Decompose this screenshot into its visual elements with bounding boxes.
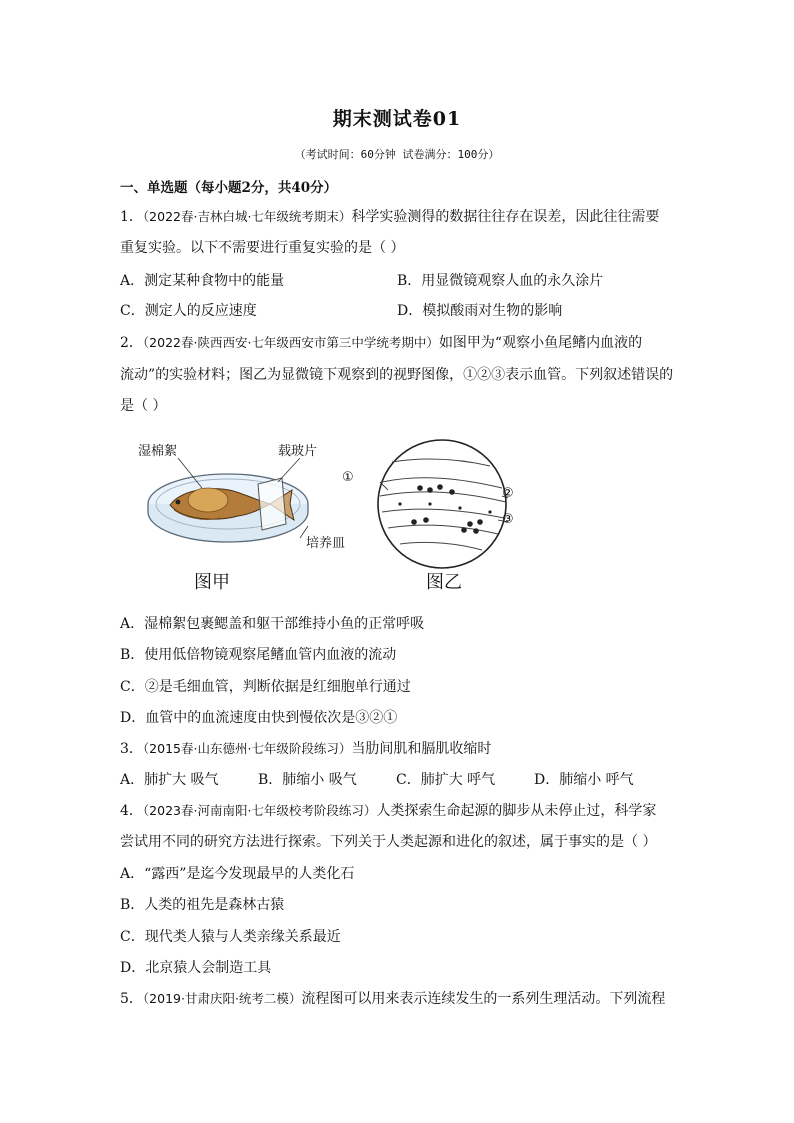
question-4-line-1 (120, 800, 656, 820)
q2-option-a: A．湿棉絮包裹鳃盖和躯干部维持小鱼的正常呼吸 (120, 616, 425, 632)
q2-option-c: C．②是毛细血管，判断依据是红细胞单行通过 (120, 679, 411, 695)
q1-option-a: A．测定某种食物中的能量 (120, 273, 285, 289)
question-text: 人类探索生命起源的脚步从未停止过，科学家 (376, 803, 657, 819)
q3-option-b: B．肺缩小 吸气 (258, 772, 357, 788)
question-2-line-2: 流动”的实验材料；图乙为显微镜下观察到的视野图像，①②③表示血管。下列叙述错误的 (120, 367, 674, 383)
q3-option-a: A．肺扩大 吸气 (120, 772, 219, 788)
q2-option-d: D．血管中的血流速度由快到慢依次是③②① (120, 710, 398, 726)
label-petri-dish: 培养皿 (306, 536, 346, 551)
question-2-line-3: 是（ ） (120, 398, 167, 414)
exam-subtitle: （考试时间：60分钟 试卷满分：100分） (294, 148, 500, 161)
question-2-line-1 (120, 332, 642, 352)
q2-option-b: B．使用低倍物镜观察尾鳍血管内血液的流动 (120, 647, 397, 663)
question-number: 4． (120, 803, 143, 819)
marker-3: ③ (502, 512, 514, 527)
glass-slide-drawing (258, 478, 286, 530)
q3-option-d: D．肺缩小 呼气 (534, 772, 634, 788)
exam-title: 期末测试卷01 (332, 108, 462, 130)
caption-figure-b: 图乙 (426, 572, 462, 593)
question-5-line-1 (120, 988, 665, 1008)
leader-line (278, 458, 300, 482)
microscope-view-drawing (378, 440, 508, 568)
question-source: （2015春·山东德州·七年级阶段练习） (142, 741, 352, 756)
section-heading: 一、单选题（每小题2分，共40分） (120, 180, 338, 196)
q4-option-b: B．人类的祖先是森林古猿 (120, 897, 285, 913)
question-number: 3． (120, 741, 143, 757)
label-wet-cotton: 湿棉絮 (138, 444, 178, 459)
question-number: 5． (120, 991, 143, 1007)
question-source: （2022春·吉林白城·七年级统考期末） (142, 209, 352, 224)
question-number: 1． (120, 209, 143, 225)
figure-drawing (130, 432, 540, 592)
q3-option-c: C．肺扩大 呼气 (396, 772, 496, 788)
q4-option-c: C．现代类人猿与人类亲缘关系最近 (120, 929, 341, 945)
question-4-line-2: 尝试用不同的研究方法进行探索。下列关于人类起源和进化的叙述，属于事实的是（ ） (120, 834, 657, 850)
q1-option-b: B．用显微镜观察人血的永久涂片 (397, 273, 604, 289)
q4-option-a: A．“露西”是迄今发现最早的人类化石 (120, 866, 355, 882)
question-source: （2019·甘肃庆阳·统考二模） (142, 991, 302, 1006)
q1-option-c: C．测定人的反应速度 (120, 303, 257, 319)
marker-2: ② (502, 486, 514, 501)
marker-1: ① (342, 470, 354, 485)
question-text: 当肋间肌和膈肌收缩时 (351, 741, 492, 757)
question-text: 流程图可以用来表示连续发生的一系列生理活动。下列流程 (301, 991, 666, 1007)
q4-option-d: D．北京猿人会制造工具 (120, 960, 272, 976)
caption-figure-a: 图甲 (194, 572, 230, 593)
question-number: 2． (120, 335, 143, 351)
label-glass-slide: 载玻片 (278, 444, 318, 459)
question-text: 如图甲为“观察小鱼尾鳍内血液的 (438, 335, 643, 351)
question-1-line-2: 重复实验。以下不需要进行重复实验的是（ ） (120, 240, 405, 256)
question-3-line-1 (120, 738, 491, 758)
question-source: （2023春·河南南阳·七年级校考阶段练习） (142, 803, 377, 818)
question-1-line-1 (120, 206, 659, 226)
question-text: 科学实验测得的数据往往存在误差，因此往往需要 (351, 209, 660, 225)
q1-option-d: D．模拟酸雨对生物的影响 (397, 303, 563, 319)
question-2-figure (130, 432, 540, 592)
question-source: （2022春·陕西西安·七年级西安市第三中学统考期中） (142, 335, 439, 350)
